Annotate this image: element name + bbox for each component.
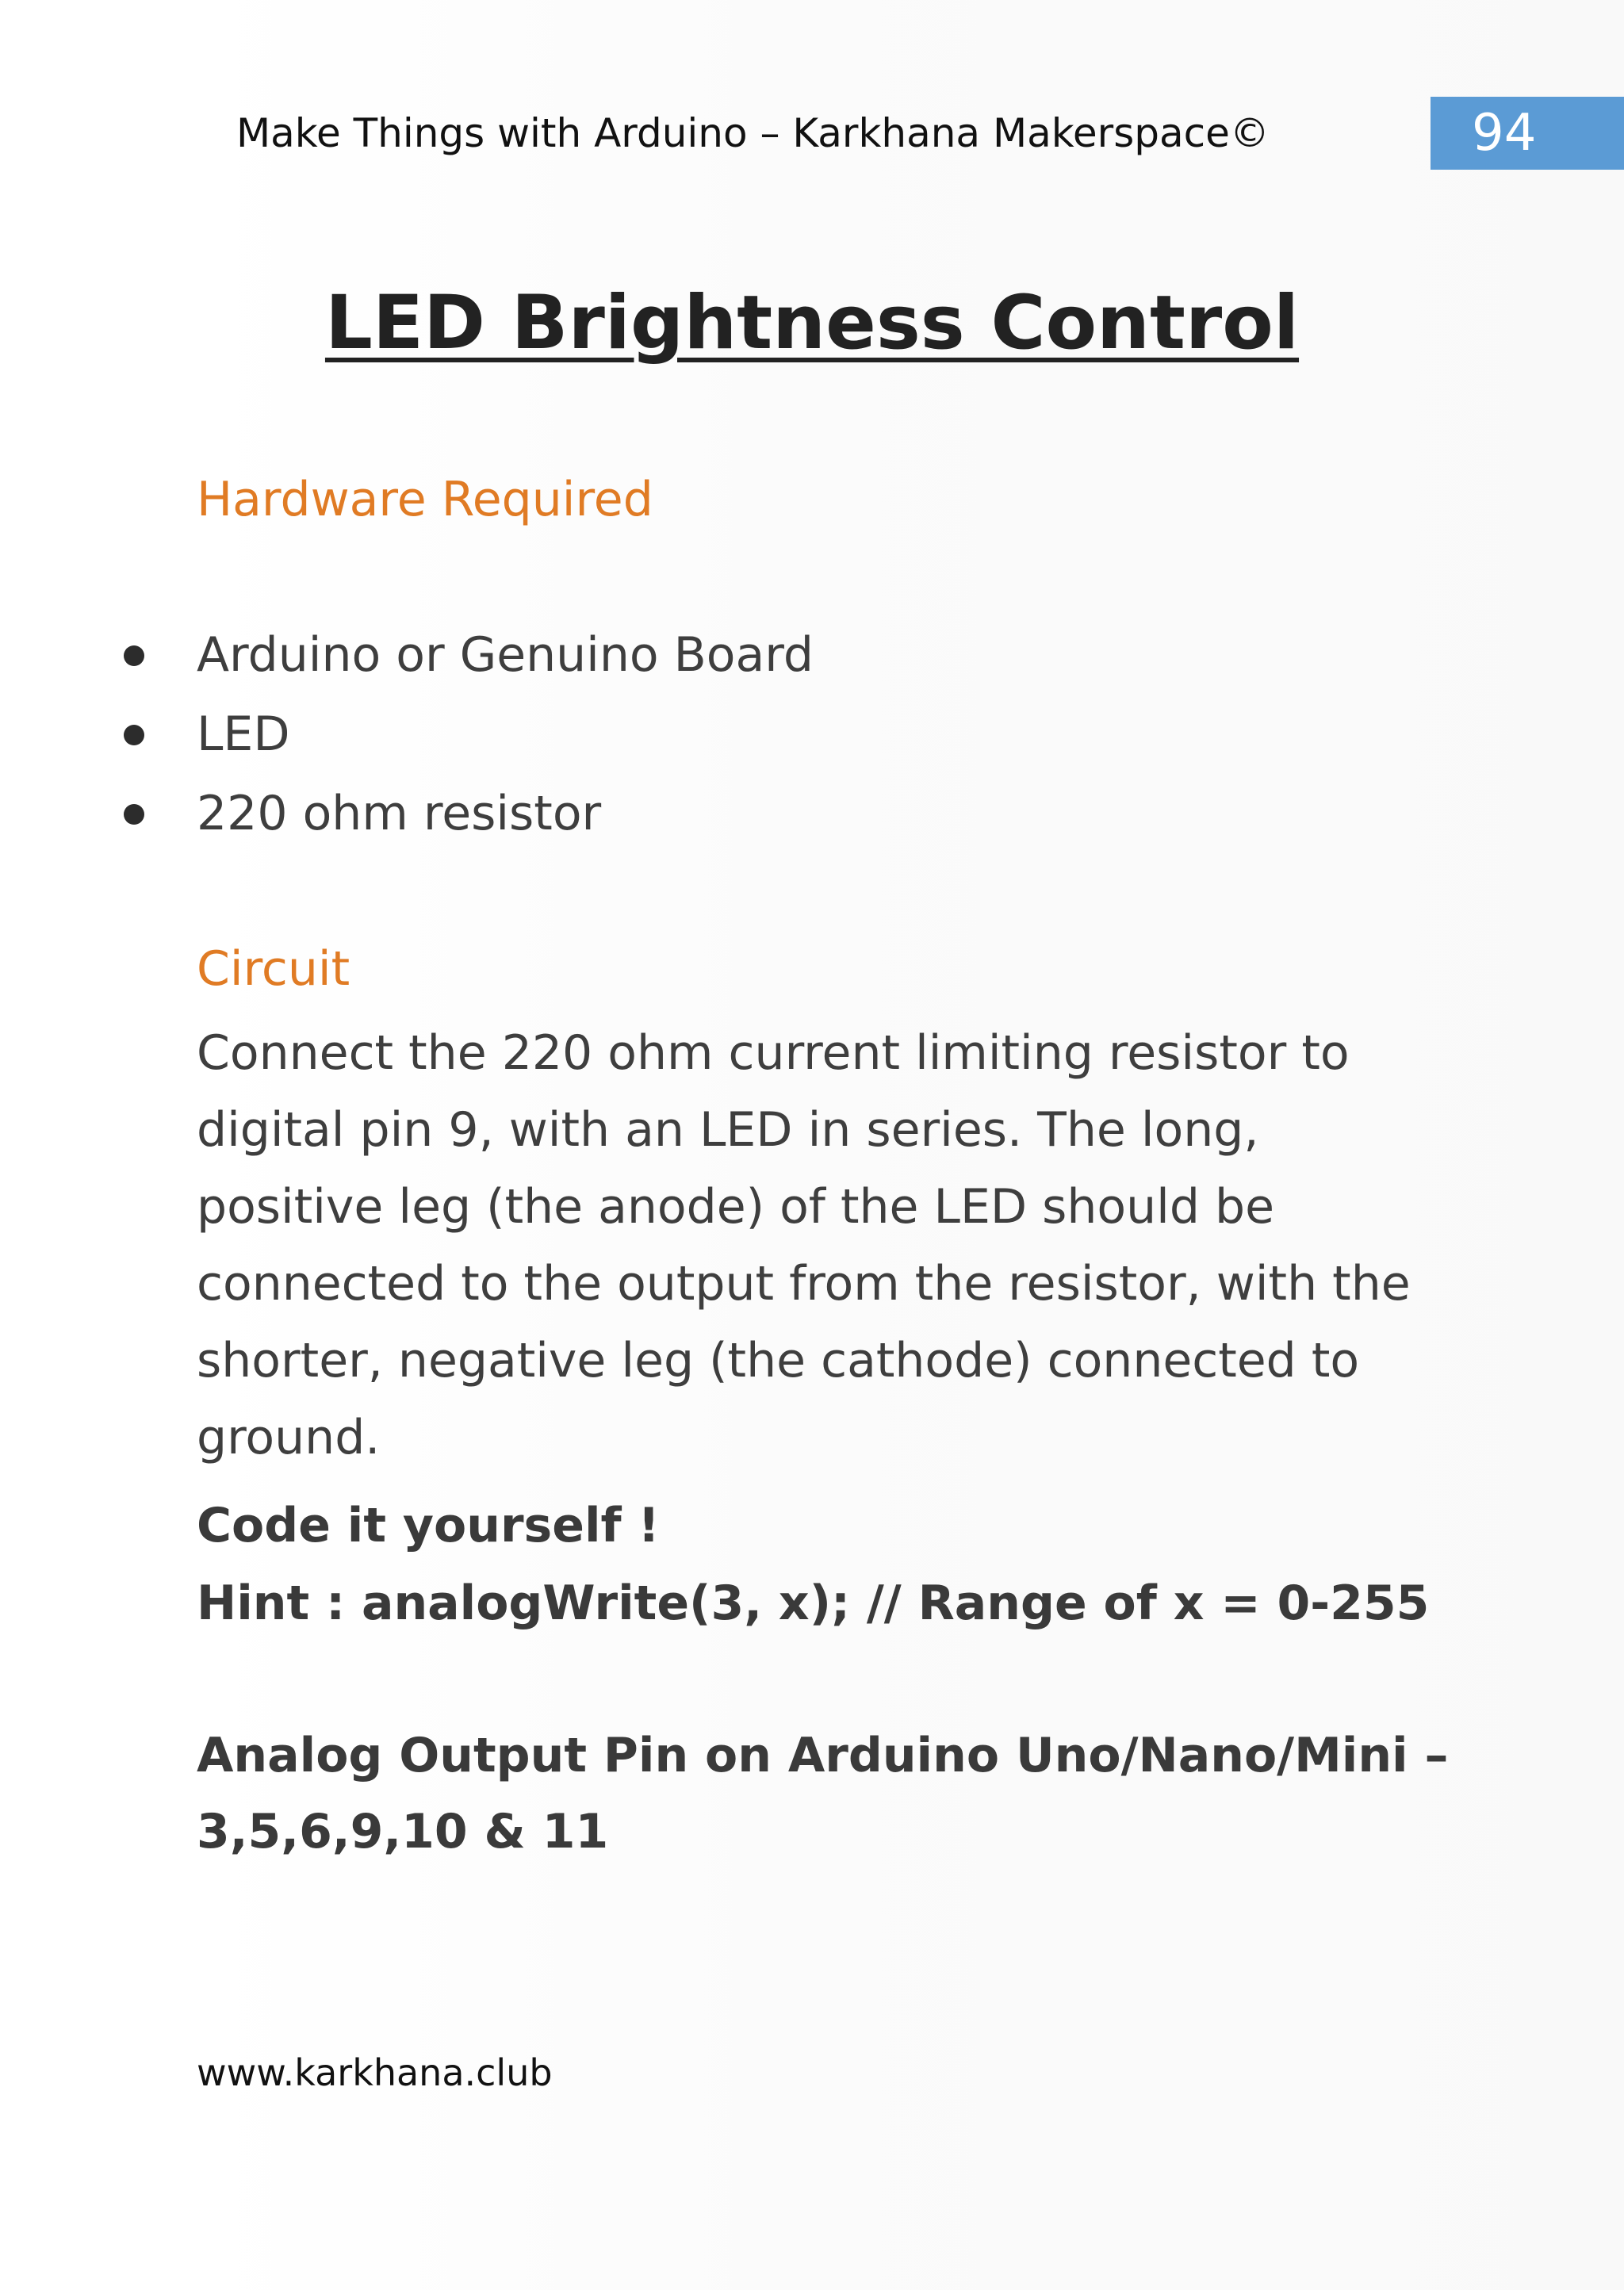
analog-pins-values: 3,5,6,9,10 & 11	[197, 1804, 609, 1859]
list-item	[0, 706, 1624, 785]
footer-url: www.karkhana.club	[197, 2051, 553, 2094]
hardware-required-heading: Hardware Required	[197, 472, 653, 527]
header-title: Make Things with Arduino – Karkhana Makerspace©	[236, 110, 1270, 156]
list-item-text: LED	[197, 707, 290, 762]
circuit-description: Connect the 220 ohm current limiting resistor to digital pin 9, with an LED in series. The long, positive leg (the anode) of the LED should be connected to the output from the resistor, with the shorter, negative leg (the cathode) connected to ground.	[197, 1025, 1411, 1465]
list-item-text: 220 ohm resistor	[197, 786, 602, 841]
list-item	[0, 626, 1624, 706]
bullet-icon	[124, 645, 144, 666]
page-title	[0, 279, 1624, 368]
list-item	[0, 785, 1624, 864]
page-number: 94	[1472, 104, 1537, 163]
list-item-text: Arduino or Genuino Board	[197, 627, 814, 683]
hardware-list	[0, 626, 1624, 864]
page-title-text: LED Brightness Control	[324, 280, 1300, 366]
bullet-icon	[124, 804, 144, 825]
code-hint: Hint : analogWrite(3, x); // Range of x = 0-255	[197, 1576, 1430, 1631]
code-prompt: Code it yourself !	[197, 1498, 660, 1553]
bullet-icon	[124, 725, 144, 745]
analog-pins-label: Analog Output Pin on Arduino Uno/Nano/Mini –	[197, 1728, 1449, 1783]
page-number-badge	[1431, 97, 1624, 170]
circuit-heading: Circuit	[197, 941, 350, 997]
